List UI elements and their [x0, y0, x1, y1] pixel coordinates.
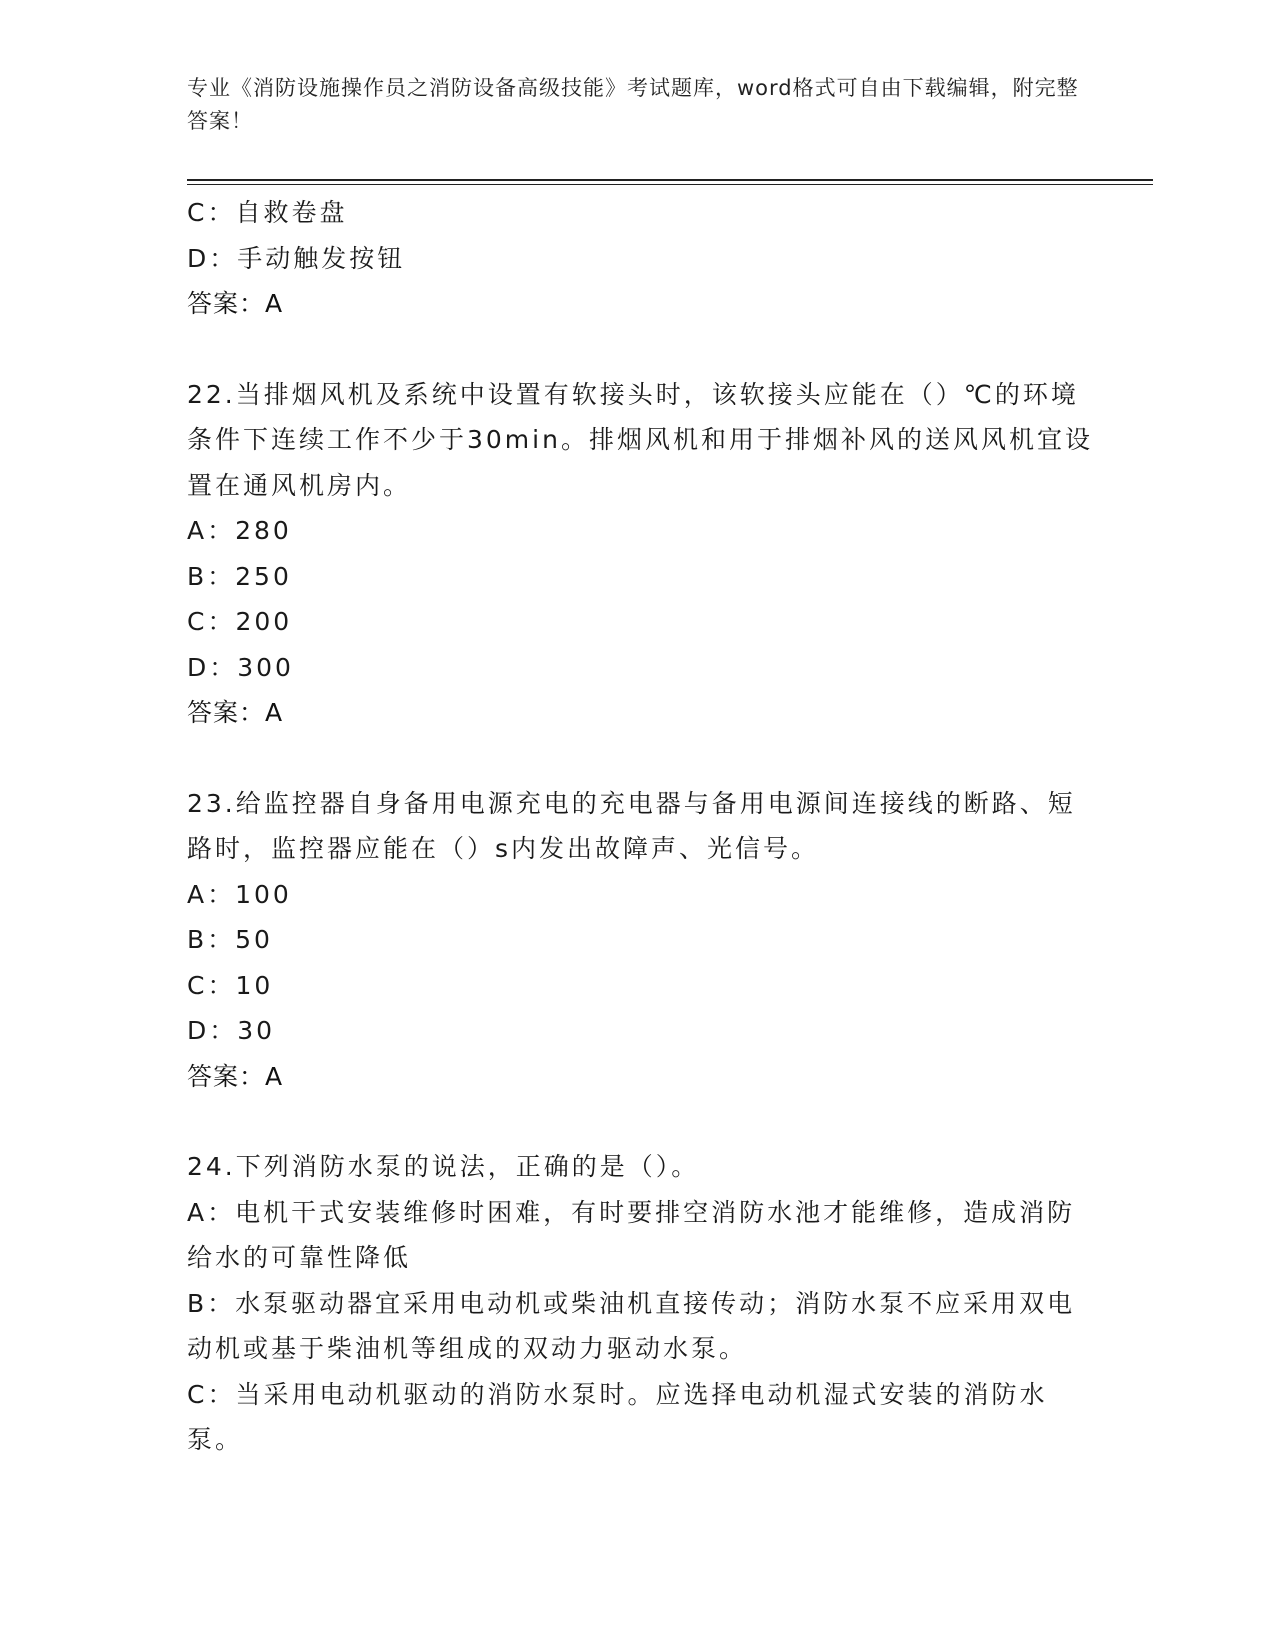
- option-a: A：100: [187, 879, 292, 909]
- question-stem: 22.当排烟风机及系统中设置有软接头时，该软接头应能在（）℃的环境条件下连续工作不少于30min。排烟风机和用于排烟补风的送风风机宜设置在通风机房内。: [187, 379, 1093, 500]
- option-c: C：自救卷盘: [187, 198, 348, 227]
- option-a: A：280: [187, 516, 292, 545]
- answer-line: 答案：A: [187, 289, 284, 318]
- option-b: B：50: [187, 925, 273, 954]
- question-22: [187, 372, 1097, 736]
- option-b: B：250: [187, 561, 292, 591]
- question-fragment: [187, 190, 1097, 327]
- option-c: C：10: [187, 970, 274, 1000]
- option-d: D：手动触发按钮: [187, 243, 406, 273]
- option-d: D：300: [187, 652, 294, 682]
- option-b: B：水泵驱动器宜采用电动机或柴油机直接传动；消防水泵不应采用双电动机或基于柴油机等组成的双动力驱动水泵。: [187, 1288, 1076, 1363]
- document-header: 专业《消防设施操作员之消防设备高级技能》考试题库，word格式可自由下载编辑，附完整答案！: [187, 76, 1079, 133]
- header-divider-thick: [187, 179, 1153, 181]
- option-d: D：30: [187, 1016, 276, 1045]
- option-c: C：200: [187, 607, 293, 636]
- header-divider-thin: [187, 184, 1153, 185]
- question-stem: 24.下列消防水泵的说法，正确的是（）。: [187, 1152, 700, 1181]
- option-c: C：当采用电动机驱动的消防水泵时。应选择电动机湿式安装的消防水泵。: [187, 1379, 1048, 1454]
- question-23: [187, 781, 1097, 1100]
- question-24: [187, 1144, 1097, 1463]
- option-a: A：电机干式安装维修时困难，有时要排空消防水池才能维修，造成消防给水的可靠性降低: [187, 1197, 1076, 1272]
- question-stem: 23.给监控器自身备用电源充电的充电器与备用电源间连接线的断路、短路时，监控器应能在（）s内发出故障声、光信号。: [187, 788, 1076, 863]
- question-list: [187, 190, 1097, 1463]
- answer-line: 答案：A: [187, 698, 284, 727]
- answer-line: 答案：A: [187, 1061, 284, 1091]
